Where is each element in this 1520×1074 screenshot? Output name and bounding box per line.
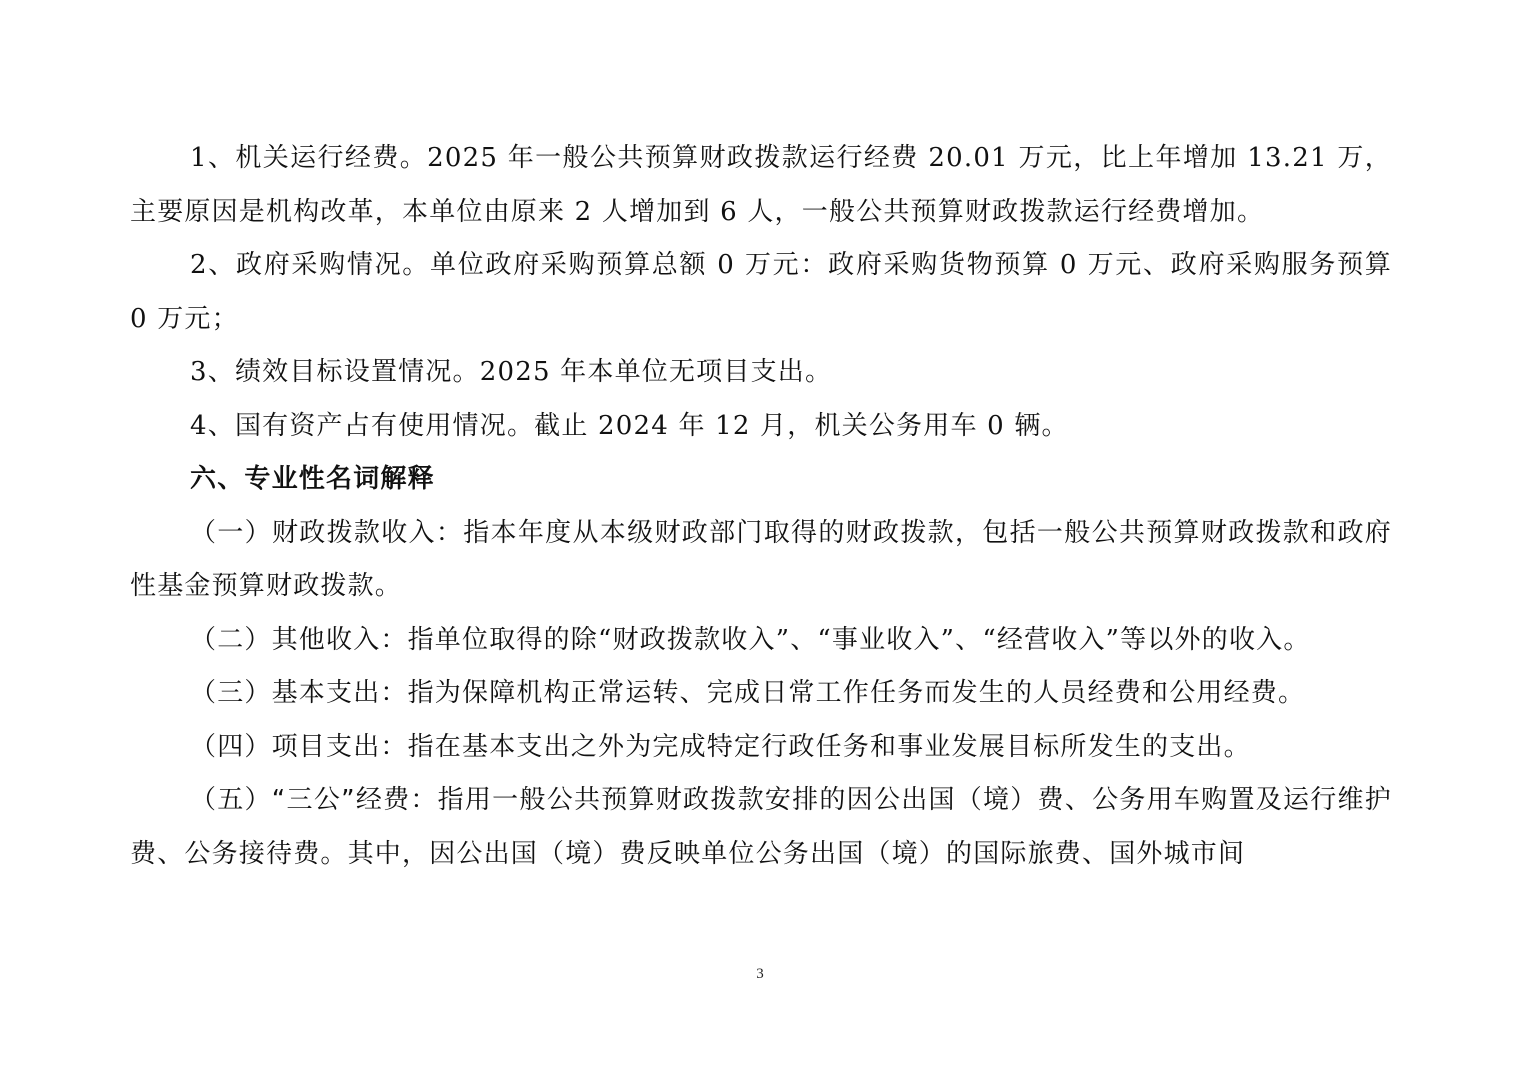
page-number: 3	[756, 966, 764, 982]
term-label: （一）财政拨款收入：	[190, 517, 464, 548]
term-definition: 指为保障机构正常运转、完成日常工作任务而发生的人员经费和公用经费。	[407, 678, 1306, 708]
term-three-public-expenses	[130, 774, 1392, 881]
paragraph-government-procurement: 2、政府采购情况。单位政府采购预算总额 0 万元：政府采购货物预算 0 万元、政府采购服务预算 0 万元；	[130, 250, 1392, 334]
section-heading-terms: 六、专业性名词解释	[190, 464, 435, 494]
paragraph-performance-targets: 3、绩效目标设置情况。2025 年本单位无项目支出。	[190, 357, 833, 387]
term-fiscal-appropriation-income	[130, 507, 1392, 614]
term-other-income	[130, 614, 1392, 668]
term-label: （四）项目支出：	[190, 731, 408, 762]
term-label: （二）其他收入：	[190, 624, 408, 655]
term-definition: 指单位取得的除“财政拨款收入”、“事业收入”、“经营收入”等以外的收入。	[407, 624, 1311, 655]
term-basic-expenditure	[130, 667, 1392, 721]
paragraph-state-assets: 4、国有资产占有使用情况。截止 2024 年 12 月，机关公务用车 0 辆。	[190, 410, 1069, 441]
term-label: （五）“三公”经费：	[190, 785, 438, 815]
term-definition: 指用一般公共预算财政拨款安排的因公出国（境）费、公务用车购置及运行维护费、公务接待费。其中，因公出国（境）费反映单位公务出国（境）的国际旅费、国外城市间	[130, 785, 1392, 869]
term-definition: 指在基本支出之外为完成特定行政任务和事业发展目标所发生的支出。	[407, 731, 1251, 762]
document-body	[130, 132, 1392, 881]
term-definition: 指本年度从本级财政部门取得的财政拨款，包括一般公共预算财政拨款和政府性基金预算财政拨款。	[130, 517, 1392, 601]
term-project-expenditure	[130, 721, 1392, 775]
term-label: （三）基本支出：	[190, 678, 408, 708]
paragraph-operating-expenses: 1、机关运行经费。2025 年一般公共预算财政拨款运行经费 20.01 万元，比上年增加 13.21 万，主要原因是机构改革，本单位由原来 2 人增加到 6 人，一般公共预算财政拨款运行经费增加。	[130, 143, 1392, 227]
